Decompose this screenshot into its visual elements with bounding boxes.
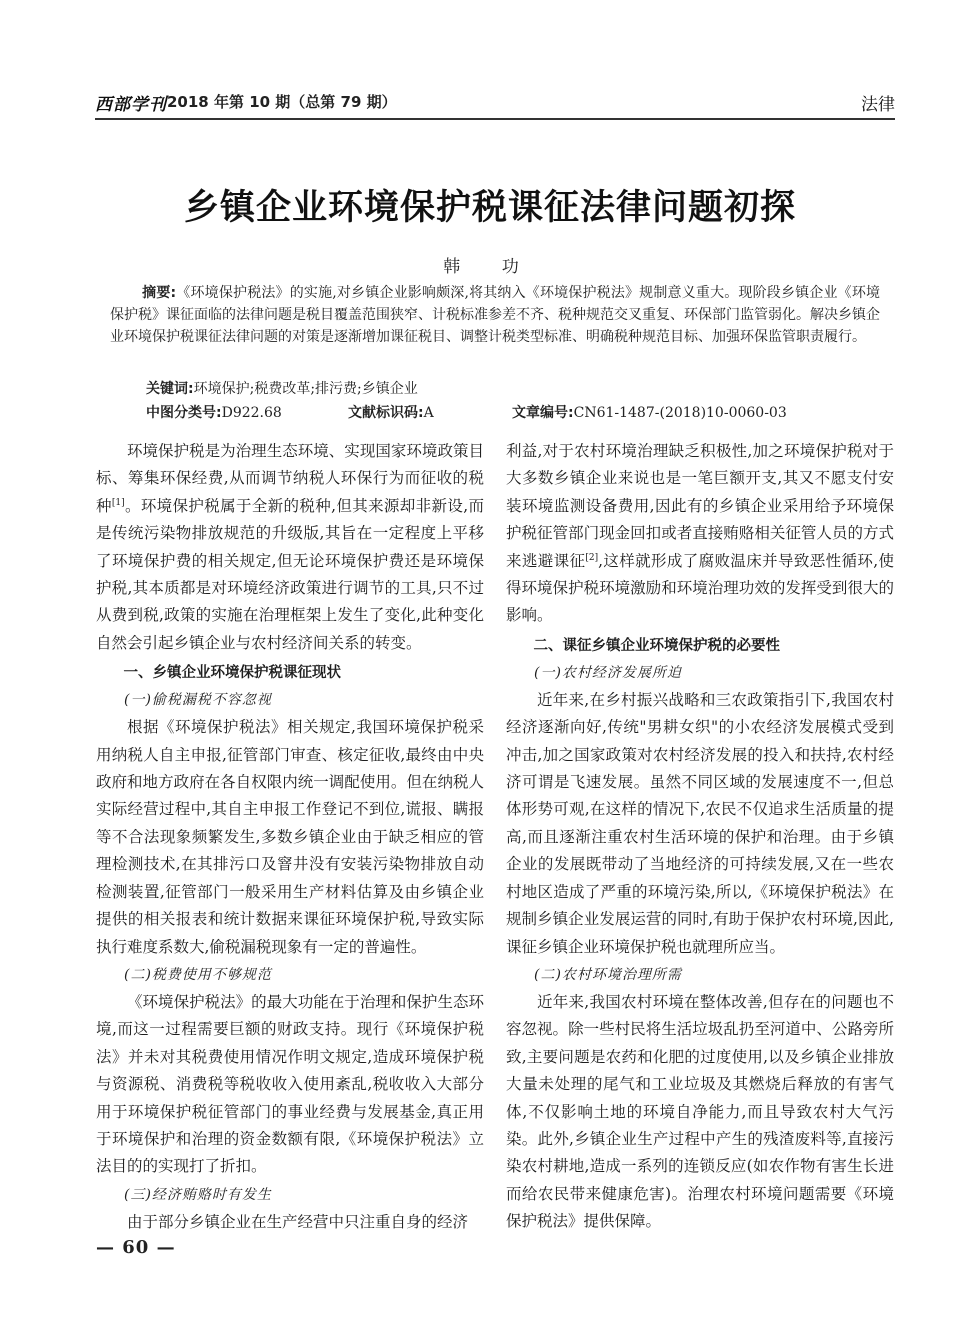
subsection-heading: (二)税费使用不够规范 bbox=[124, 966, 272, 983]
paragraph-text: 环境保护税是为治理生态环境、实现国家环境政策目标、筹集环保经费,从而调节纳税人环保行为而征收的税种 bbox=[96, 442, 484, 515]
paragraph: 由于部分乡镇企业在生产经营中只注重自身的经济 bbox=[127, 1212, 469, 1231]
keywords bbox=[146, 378, 418, 398]
section-label: 法律 bbox=[861, 95, 895, 115]
subsection-heading: (三)经济贿赂时有发生 bbox=[124, 1186, 272, 1203]
page-number: — 60 — bbox=[96, 1237, 176, 1258]
article-no-label: 文章编号: bbox=[512, 405, 574, 421]
clc-label: 中图分类号: bbox=[146, 405, 222, 421]
running-header bbox=[95, 88, 895, 116]
section-heading: 一、乡镇企业环境保护税课征现状 bbox=[123, 665, 342, 682]
left-column bbox=[96, 438, 484, 1236]
article-title: 乡镇企业环境保护税课征法律问题初探 bbox=[183, 188, 796, 228]
paragraph: 根据《环境保护税法》相关规定,我国环境保护税采用纳税人自主申报,征管部门审查、核定征收,最终由中央政府和地方政府在各自权限内统一调配使用。但在纳税人实际经营过程中,其自主申报工作登记不到位,谎报、瞒报等不合法现象频繁发生,多数乡镇企业由于缺乏相应的管理检测技术,在其排污口及窨井没有安装污染物排放自动检测装置,征管部门一般采用生产材料估算及由乡镇企业提供的相关报表和统计数据来课征环境保护税,导致实际执行难度系数大,偷税漏税现象有一定的普遍性。 bbox=[96, 718, 484, 956]
keywords-text: 环境保护;税费改革;排污费;乡镇企业 bbox=[193, 381, 418, 397]
subsection-heading: (二)农村环境治理所需 bbox=[534, 966, 682, 983]
paragraph: 近年来,我国农村环境在整体改善,但存在的问题也不容忽视。除一些村民将生活垃圾乱扔至河道中、公路旁所致,主要问题是农药和化肥的过度使用,以及乡镇企业排放大量未处理的尾气和工业垃圾及其燃烧后释放的有害气体,不仅影响土地的环境自净能力,而且导致农村大气污染。此外,乡镇企业生产过程中产生的残渣废料等,直接污染农村耕地,造成一系列的连锁反应(如农作物有害生长进而给农民带来健康危害)。治理农村环境问题需要《环境保护税法》提供保障。 bbox=[506, 992, 894, 1231]
author-name: 韩 功 bbox=[443, 257, 537, 277]
issue-info: 2018 年第 10 期（总第 79 期） bbox=[167, 93, 397, 111]
right-column bbox=[506, 438, 894, 1236]
paragraph-text: 。环境保护税属于全新的税种,但其来源却非新设,而是传统污染物排放规范的升级版,其旨在一定程度上平移了环境保护费的相关规定,但无论环境保护费还是环境保护税,其本质都是对环境经济政策进行调节的工具,只不过从费到税,政策的实施在治理框架上发生了变化,此种变化自然会引起乡镇企业与农村经济间关系的转变。 bbox=[96, 496, 484, 652]
journal-name: 西部学刊 bbox=[95, 95, 167, 115]
abstract-text: 《环境保护税法》的实施,对乡镇企业影响颇深,将其纳入《环境保护税法》规制意义重大。现阶段乡镇企业《环境保护税》课征面临的法律问题是税目覆盖范围狭窄、计税标准参差不齐、税种规范交叉重复、环保部门监管弱化。解决乡镇企业环境保护税课征法律问题的对策是逐渐增加课征税目、调整计税类型标准、明确税种规范目标、加强环保监管职责履行。 bbox=[110, 285, 880, 345]
abstract bbox=[110, 282, 880, 348]
subsection-heading: (一)偷税漏税不容忽视 bbox=[124, 692, 272, 709]
keywords-label: 关键词: bbox=[146, 381, 194, 397]
document-code bbox=[348, 402, 434, 422]
citation-ref: [1] bbox=[111, 497, 125, 508]
citation-ref: [2] bbox=[585, 552, 599, 563]
article-number bbox=[512, 402, 787, 422]
clc-number bbox=[146, 402, 282, 422]
paragraph: 近年来,在乡村振兴战略和三农政策指引下,我国农村经济逐渐向好,传统"男耕女织"的小农经济发展模式受到冲击,加之国家政策对农村经济发展的投入和扶持,农村经济可谓是飞速发展。虽然不同区域的发展速度不一,但总体形势可观,在这样的情况下,农民不仅追求生活质量的提高,而且逐渐注重农村生活环境的保护和治理。由于乡镇企业的发展既带动了当地经济的可持续发展,又在一些农村地区造成了严重的环境污染,所以,《环境保护税法》在规制乡镇企业发展运营的同时,有助于保护农村环境,因此,课征乡镇企业环境保护税也就理所应当。 bbox=[506, 690, 894, 956]
section-heading: 二、课征乡镇企业环境保护税的必要性 bbox=[533, 637, 781, 654]
header-rule bbox=[95, 118, 895, 120]
doc-code-value: A bbox=[423, 405, 434, 421]
paragraph-text: ,这样就形成了腐败温床并导致恶性循环,使得环境保护税环境激励和环境治理功效的发挥受到很大的影响。 bbox=[506, 551, 894, 625]
paragraph-text: 利益,对于农村环境治理缺乏积极性,加之环境保护税对于大多数乡镇企业来说也是一笔巨额开支,其又不愿支付安装环境监测设备费用,因此有的乡镇企业采用给予环境保护税征管部门现金回扣或者直接贿赂相关征管人员的方式来逃避课征 bbox=[506, 442, 894, 570]
doc-code-label: 文献标识码: bbox=[348, 405, 424, 421]
paragraph bbox=[96, 438, 484, 657]
clc-value: D922.68 bbox=[221, 405, 282, 421]
article-no-value: CN61-1487-(2018)10-0060-03 bbox=[573, 405, 787, 421]
subsection-heading: (一)农村经济发展所迫 bbox=[534, 664, 682, 681]
paragraph bbox=[506, 438, 894, 630]
abstract-label: 摘要: bbox=[142, 285, 177, 301]
paragraph: 《环境保护税法》的最大功能在于治理和保护生态环境,而这一过程需要巨额的财政支持。现行《环境保护税法》并未对其税费使用情况作明文规定,造成环境保护税与资源税、消费税等税收收入使用紊乱,税收收入大部分用于环境保护税征管部门的事业经费与发展基金,真正用于环境保护和治理的资金数额有限,《环境保护税法》立法目的的实现打了折扣。 bbox=[96, 992, 484, 1176]
